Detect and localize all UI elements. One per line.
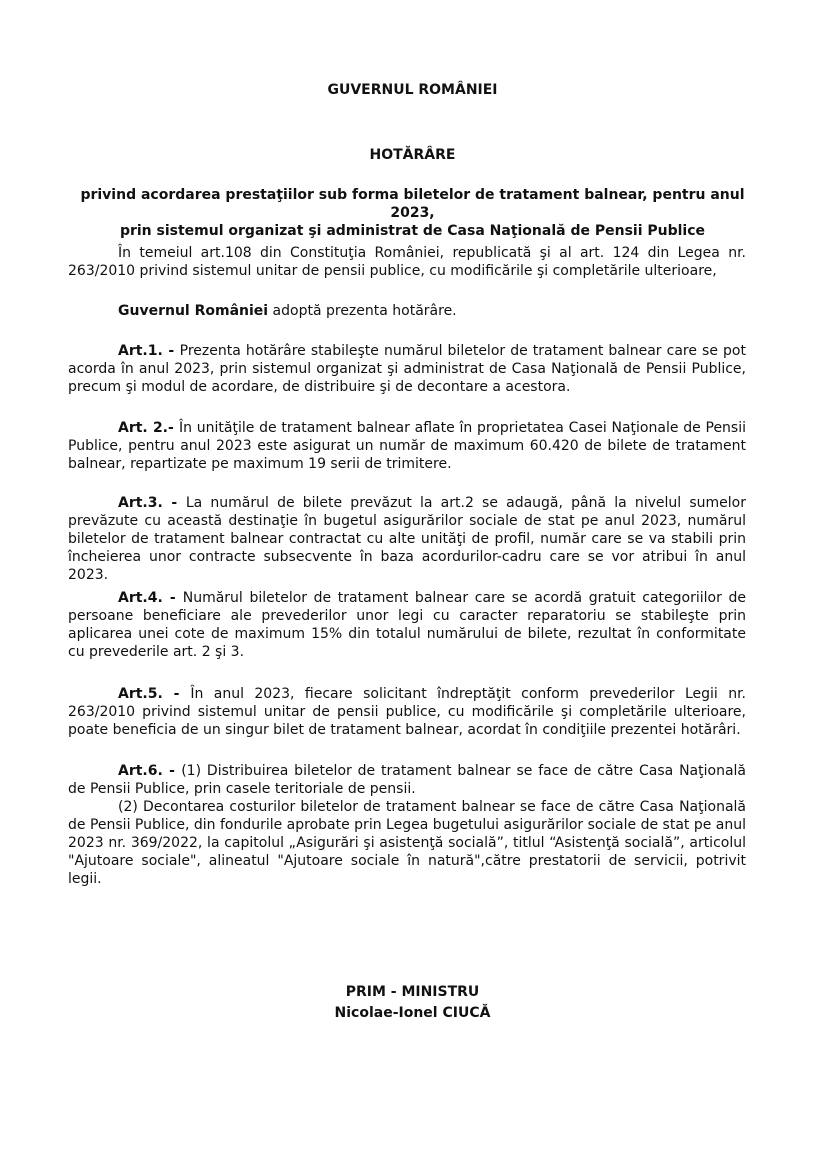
article-6-label: Art.6. - [118,763,182,779]
government-heading: GUVERNUL ROMÂNIEI [327,82,498,98]
article-5-label: Art.5. - [118,686,191,702]
article-3-label: Art.3. - [118,495,186,511]
article-4-label: Art.4. - [118,590,183,606]
document-subject [60,186,765,240]
article-2-text: În unităţile de tratament balnear aflate în proprietatea Casei Naţionale de Pensii Publice, pentru anul 2023 este asigurat un număr de maximum 60.420 de bilete de tratament balnear, repartizate pe maximum 19 serii de trimitere. [68,420,746,472]
article-6-paragraph-1 [68,762,746,798]
article-5 [68,685,746,739]
article-6-text: (1) Distribuirea biletelor de tratament balnear se face de către Casa Naţională de Pensii Publice, prin casele teritoriale de pensii. [68,763,746,797]
adoption-text: adoptă prezenta hotărâre. [268,303,457,319]
subject-line-1: privind acordarea prestaţiilor sub forma biletelor de tratament balnear, pentru anul 2023, [80,187,745,221]
article-4-text: Numărul biletelor de tratament balnear care se acordă gratuit categoriilor de persoane beneficiare ale prevederilor unor legi cu caracter reparatoriu se stabileşte prin aplicarea unei cote de maximum 15% din totalul numărului de bilete, rezultat în conformitate cu prevederile art. 2 şi 3. [68,590,746,660]
article-3-text: La numărul de bilete prevăzut la art.2 se adaugă, până la nivelul sumelor prevăzute cu această destinaţie în bugetul asigurărilor sociale de stat pe anul 2023, numărul biletelor de tratament balnear contractat cu alte unităţi de profil, număr care se va stabili prin încheierea unor contracte subsecvente în baza acordurilor-cadru care se vor atribui în anul 2023. [68,495,747,583]
article-2 [68,419,746,473]
subject-line-2: prin sistemul organizat şi administrat de Casa Naţională de Pensii Publice [119,223,706,239]
article-5-text: În anul 2023, fiecare solicitant îndreptăţit conform prevederilor Legii nr. 263/2010 privind sistemul unitar de pensii publice, cu modificările şi completările ulterioare, poate beneficia de un singur bilet de tratament balnear, acordat în condiţiile prezentei hotărâri. [68,686,747,738]
article-2-label: Art. 2.- [118,420,180,436]
adoption-paragraph [68,302,746,320]
document-type-heading: HOTĂRÂRE [369,147,456,163]
article-6-paragraph-2: (2) Decontarea costurilor biletelor de tratament balnear se face de către Casa Naţională de Pensii Publice, din fondurile aprobate prin Legea bugetului asigurărilor sociale de stat pe anul 2023 nr. 369/2022, la capitolul „Asigurări şi asistenţă socială”, titlul “Asistenţă socială”, articolul "Ajutoare sociale", alineatul "Ajutoare sociale în natură",către prestatorii de servicii, potrivit legii. [68,799,747,887]
article-3 [68,494,746,584]
article-1 [68,342,746,396]
article-6 [68,762,746,888]
article-1-label: Art.1. - [118,343,180,359]
signatory-role: PRIM - MINISTRU [345,984,480,1000]
article-4 [68,589,746,661]
article-1-text: Prezenta hotărâre stabileşte numărul biletelor de tratament balnear care se pot acorda în anul 2023, prin sistemul organizat şi administrat de Casa Naţională de Pensii Publice, precum şi modul de acordare, de distribuire şi de decontare a acestora. [68,343,746,395]
signatory-name: Nicolae-Ionel CIUCĂ [334,1005,491,1021]
preamble-paragraph: În temeiul art.108 din Constituţia României, republicată şi al art. 124 din Legea nr. 263/2010 privind sistemul unitar de pensii publice, cu modificările şi completările ulterioare, [68,245,746,279]
adoption-subject: Guvernul României [118,303,269,319]
